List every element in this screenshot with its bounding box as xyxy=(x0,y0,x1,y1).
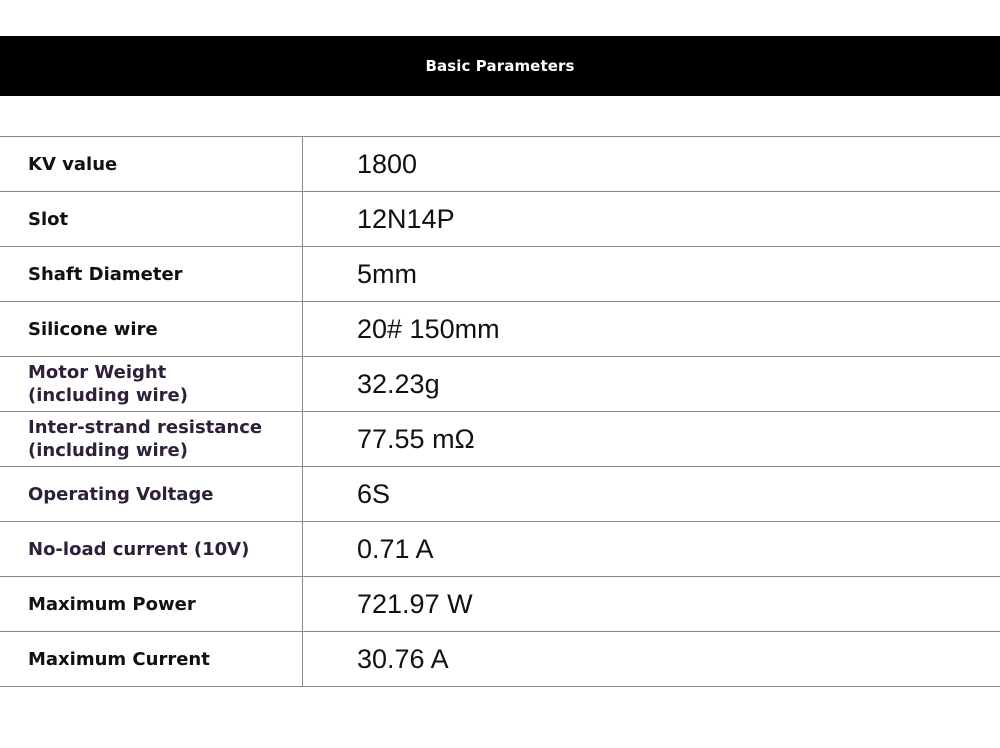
table-row xyxy=(0,467,1000,522)
value-cell xyxy=(303,632,1000,686)
label-cell xyxy=(0,467,303,521)
value-cell xyxy=(303,192,1000,246)
label-cell xyxy=(0,522,303,576)
label-cell xyxy=(0,137,303,191)
value-cell xyxy=(303,522,1000,576)
value-cell xyxy=(303,577,1000,631)
label-cell xyxy=(0,412,303,466)
page-title: Basic Parameters xyxy=(425,57,575,75)
param-label: Motor Weight (including wire) xyxy=(28,362,188,406)
table-row xyxy=(0,247,1000,302)
param-value: 721.97 W xyxy=(357,588,473,619)
param-value: 20# 150mm xyxy=(357,313,500,344)
table-row xyxy=(0,302,1000,357)
value-cell xyxy=(303,357,1000,411)
param-label: Maximum Power xyxy=(28,593,196,615)
table-row xyxy=(0,577,1000,632)
value-cell xyxy=(303,467,1000,521)
table-row xyxy=(0,357,1000,412)
param-value: 12N14P xyxy=(357,203,455,234)
value-cell xyxy=(303,247,1000,301)
param-label: Maximum Current xyxy=(28,648,210,670)
table-row xyxy=(0,412,1000,467)
param-value: 0.71 A xyxy=(357,533,434,564)
table-row xyxy=(0,192,1000,247)
param-value: 5mm xyxy=(357,258,417,289)
label-cell xyxy=(0,357,303,411)
value-cell xyxy=(303,302,1000,356)
label-cell xyxy=(0,632,303,686)
value-cell xyxy=(303,137,1000,191)
param-value: 6S xyxy=(357,478,391,509)
param-value: 32.23g xyxy=(357,368,440,399)
spec-table xyxy=(0,136,1000,687)
param-label: Silicone wire xyxy=(28,318,158,340)
param-value: 30.76 A xyxy=(357,643,449,674)
label-cell xyxy=(0,577,303,631)
param-value: 77.55 mΩ xyxy=(357,423,475,454)
label-cell xyxy=(0,192,303,246)
table-row xyxy=(0,137,1000,192)
table-row xyxy=(0,522,1000,577)
param-label: Slot xyxy=(28,208,69,230)
param-label: KV value xyxy=(28,153,118,175)
label-cell xyxy=(0,247,303,301)
param-label: Shaft Diameter xyxy=(28,263,183,285)
param-value: 1800 xyxy=(357,148,418,179)
label-cell xyxy=(0,302,303,356)
param-label: Inter-strand resistance (including wire) xyxy=(28,417,263,461)
value-cell xyxy=(303,412,1000,466)
table-row xyxy=(0,632,1000,687)
header-bar xyxy=(0,36,1000,96)
param-label: Operating Voltage xyxy=(28,483,214,505)
param-label: No-load current (10V) xyxy=(28,538,250,560)
